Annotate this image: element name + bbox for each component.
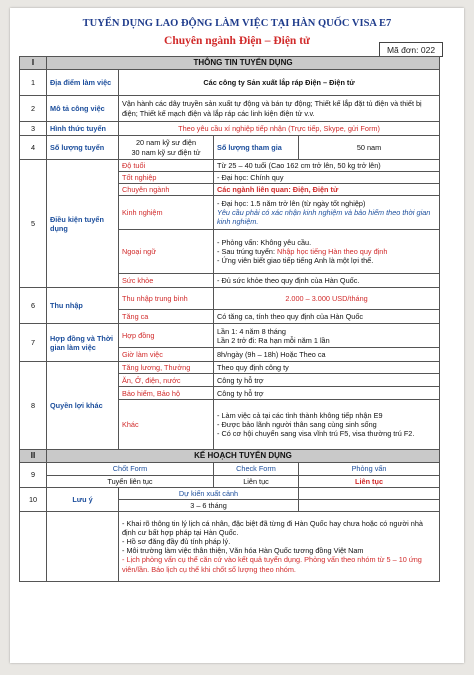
table-row [20,463,440,475]
title-main: TUYỂN DỤNG LAO ĐỘNG LÀM VIỆC TẠI HÀN QUỐC [82,18,350,29]
plan-value: Tuyển liên tục [47,475,214,487]
title-visa: VISA E7 [351,18,392,29]
table-row [20,487,440,499]
row-value [119,136,214,160]
order-code: Mã đơn: 022 [379,42,443,57]
sub-value [214,196,440,230]
row-value: Vận hành các dây truyền sản xuất tự động và bán tự động; Thiết kế lắp đặt tủ điện và thiết bị điện; Thiết kế mạch điện và lắp ráp các linh kiện điện tử v.v. [119,96,440,122]
value-line: - Có cơ hội chuyển sang visa vĩnh trú F5, visa thường trú F2. [217,429,415,439]
row-number: 9 [20,463,47,487]
table-row [20,160,440,172]
value-line [217,247,436,256]
notes-value [119,511,440,581]
sub-label: Hợp đồng [119,324,214,348]
plan-header: Chốt Form [47,463,214,475]
empty-cell [299,499,440,511]
row-number: 8 [20,362,47,450]
row-number: 5 [20,160,47,288]
section-number: I [20,57,47,70]
row-number: 2 [20,96,47,122]
section-header [20,450,440,463]
empty-cell [47,511,119,581]
sub-label: Độ tuổi [119,160,214,172]
value-part: Nhập học tiếng Hàn theo quy định [277,247,388,257]
document-title [10,18,464,29]
document-subtitle: Chuyên ngành Điện – Điện tử [164,35,310,47]
sub-value: Có tăng ca, tính theo quy định của Hàn Quốc [214,310,440,324]
table-row [20,122,440,136]
section-title: KẾ HOẠCH TUYỂN DỤNG [47,450,440,463]
sub-label: Kinh nghiệm [119,196,214,230]
value-line: Lần 1: 4 năm 8 tháng [217,326,286,336]
sub-label: Thu nhập trung bình [119,288,214,310]
value-line: Lần 2 trở đi: Ra hạn mỗi năm 1 lần [217,335,330,345]
note-line: - Lịch phỏng vấn cụ thể căn cứ vào kết quả tuyển dụng. Phỏng vấn theo nhóm từ 5 – 10 ứng viên/lần. Báo lịch cụ thể khi chốt số lượng theo nhóm. [122,555,422,574]
plan-value: Liên tục [299,475,440,487]
sub-label: Chuyên ngành [119,184,214,196]
sub-value [214,324,440,348]
sub-label: Sức khỏe [119,274,214,288]
value-line: - Làm việc cả tại các tỉnh thành không tiếp nhận E9 [217,411,383,421]
row-number: 6 [20,288,47,324]
empty-cell [20,511,47,581]
row-number: 7 [20,324,47,362]
sub-label: Ngoại ngữ [119,230,214,274]
value-part: - Sau trúng tuyển: [217,247,278,257]
sub-label: Tăng lương, Thưởng [119,362,214,374]
table-row [20,288,440,310]
sub-value: - Đủ sức khỏe theo quy định của Hàn Quốc. [214,274,440,288]
table-row [20,475,440,487]
sub-label: Khác [119,400,214,450]
section-number: II [20,450,47,463]
sub-label: Tốt nghiệp [119,172,214,184]
row-label: Lưu ý [47,487,119,511]
sub-value: 8h/ngày (9h – 18h) Hoặc Theo ca [214,348,440,362]
row-label: Mô tả công việc [47,96,119,122]
table-row [20,362,440,374]
value-line: 30 nam kỹ sư điện tử [131,147,201,157]
note-line: - Môi trường làm việc thân thiện, Văn hóa Hàn Quốc tương đồng Việt Nam [122,546,364,556]
sub-value: Công ty hỗ trợ [214,374,440,387]
sub-value: Công ty hỗ trợ [214,387,440,400]
plan-header: Dự kiến xuất cảnh [119,487,299,499]
row-number: 1 [20,70,47,96]
sub-label: Bảo hiểm, Bảo hộ [119,387,214,400]
sub-value [214,400,440,450]
table-row [20,136,440,160]
row-label: Điều kiện tuyển dụng [47,160,119,288]
sub-label: Giờ làm việc [119,348,214,362]
row-label: Thu nhập [47,288,119,324]
plan-header: Phỏng vấn [299,463,440,475]
sub-value: - Đại học: Chính quy [214,172,440,184]
sub-label: Số lượng tham gia [214,136,299,160]
value-line: Yêu cầu phải có xác nhận kinh nghiệm và bảo hiểm theo thời gian kinh nghiệm. [217,208,431,227]
value-line: 20 nam kỹ sư điện [135,138,197,148]
sub-value [214,230,440,274]
row-number: 10 [20,487,47,511]
row-label: Hình thức tuyển [47,122,119,136]
plan-header: Check Form [214,463,299,475]
table-row [20,511,440,581]
recruitment-table [19,56,440,582]
row-label: Hợp đồng và Thời gian làm việc [47,324,119,362]
note-line: - Hồ sơ đăng đầy đủ tính pháp lý. [122,537,231,547]
section-header [20,57,440,70]
table-row [20,324,440,348]
row-number: 3 [20,122,47,136]
row-value: Các công ty Sản xuất lắp ráp Điện – Điện tử [119,70,440,96]
table-row [20,70,440,96]
value-line: - Ứng viên biết giao tiếp tiếng Anh là một lợi thế. [217,256,374,266]
sub-label: Ăn, Ở, điện, nước [119,374,214,387]
sub-value: Theo quy định công ty [214,362,440,374]
empty-cell [299,487,440,499]
note-line: - Khai rõ thông tin lý lịch cá nhân, đặc biệt đã từng đi Hàn Quốc hay chưa hoặc có người nhà định cư bất hợp pháp tại Hàn Quốc. [122,519,423,538]
value-line: - Được bảo lãnh người thân sang cùng sinh sống [217,420,377,430]
sub-value: 50 nam [299,136,440,160]
table-row [20,96,440,122]
row-label: Số lượng tuyển [47,136,119,160]
sub-value: Các ngành liên quan: Điện, Điện tử [214,184,440,196]
sub-value: Từ 25 – 40 tuổi (Cao 162 cm trở lên, 50 kg trở lên) [214,160,440,172]
section-title: THÔNG TIN TUYỂN DỤNG [47,57,440,70]
plan-value: 3 – 6 tháng [119,499,299,511]
row-number: 4 [20,136,47,160]
value-line: - Đại học: 1.5 năm trở lên (từ ngày tốt nghiệp) [217,199,366,209]
sub-label: Tăng ca [119,310,214,324]
plan-value: Liên tục [214,475,299,487]
value-line: - Phỏng vấn: Không yêu cầu. [217,238,312,248]
row-label: Quyền lợi khác [47,362,119,450]
row-value: Theo yêu cầu xí nghiệp tiếp nhận (Trực tiếp, Skype, gửi Form) [119,122,440,136]
sub-value: 2.000 – 3.000 USD/tháng [214,288,440,310]
row-label: Địa điểm làm việc [47,70,119,96]
